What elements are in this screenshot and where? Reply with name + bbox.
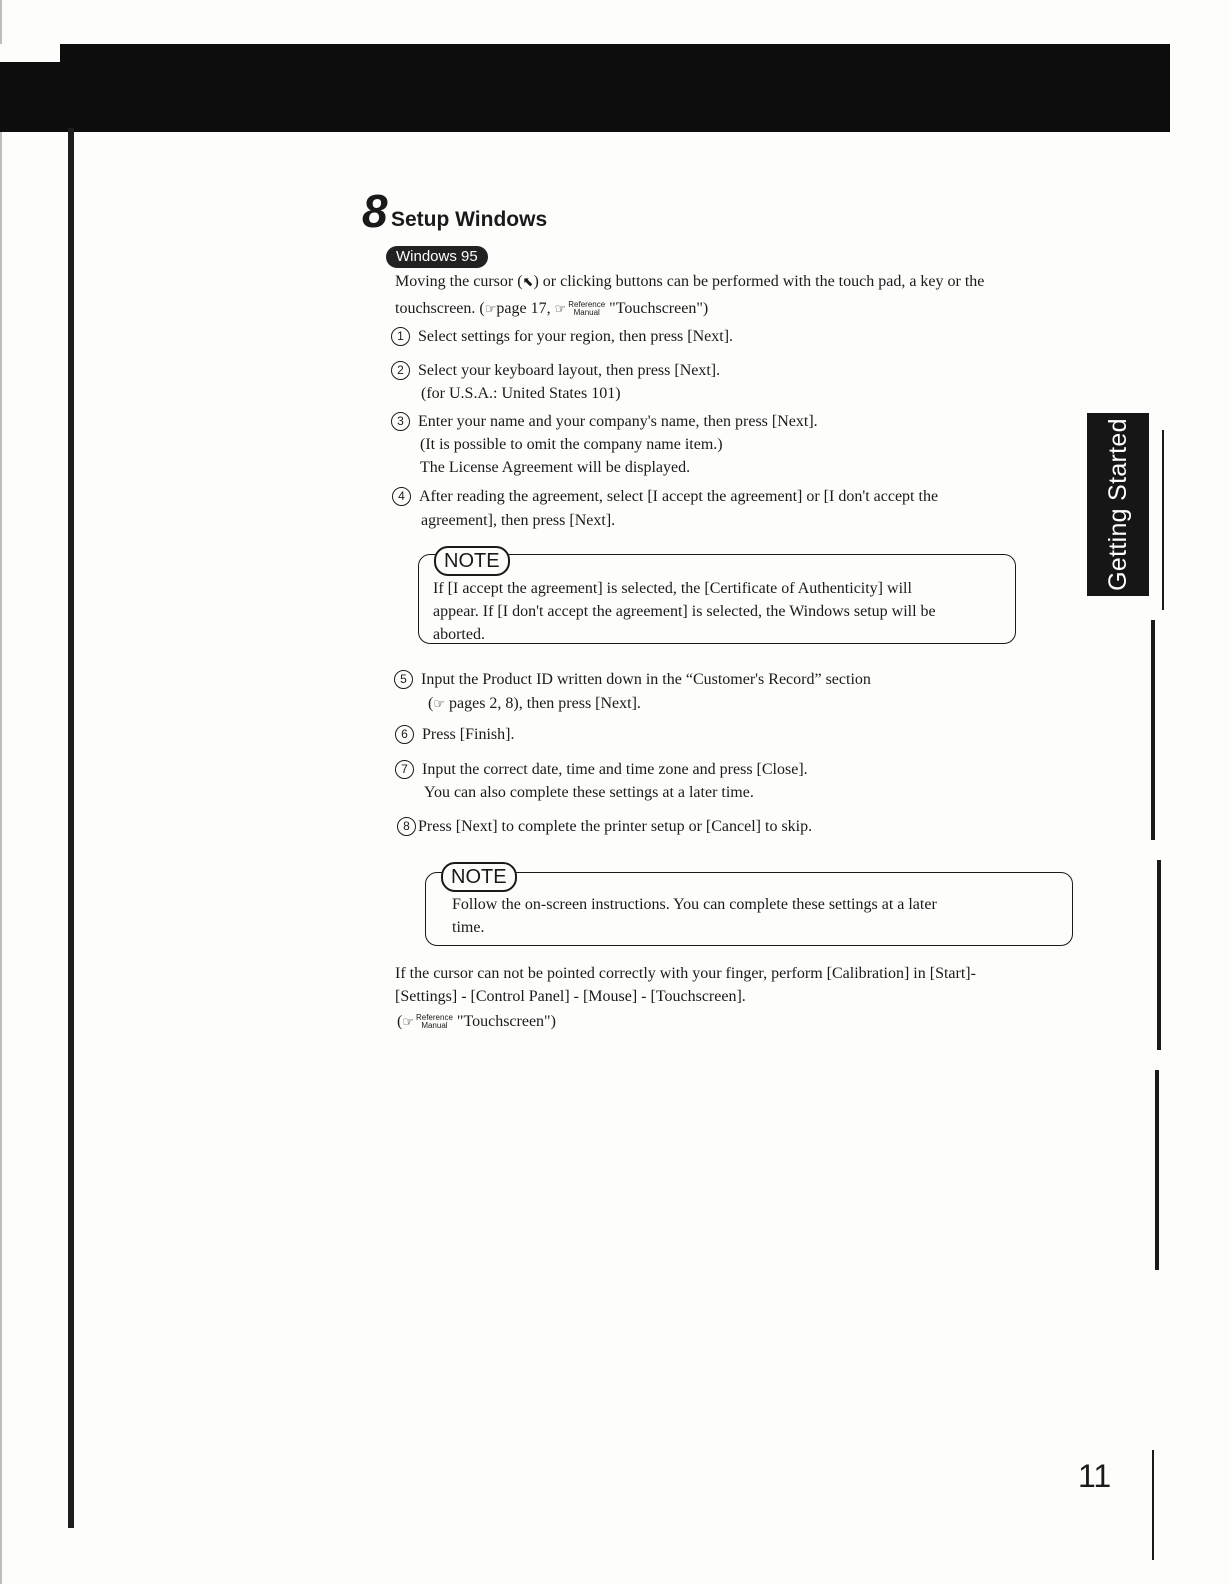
step-number: 8: [362, 185, 388, 237]
note-text: [452, 893, 937, 939]
note-line: If [I accept the agreement] is selected, the [Certificate of Authenticity] will: [433, 580, 912, 597]
footer-line: [Settings] - [Control Panel] - [Mouse] - [Touchscreen].: [395, 988, 746, 1005]
step-text: Enter your name and your company's name, then press [Next].: [418, 413, 818, 430]
step-number-circle: 6: [395, 725, 414, 744]
step-text: pages 2, 8), then press [Next].: [448, 695, 641, 712]
step-number-circle: 3: [391, 412, 410, 431]
reference-text: "Touchscreen"): [456, 1013, 556, 1030]
os-badge: Windows 95: [386, 246, 488, 268]
page-title: Setup Windows: [391, 208, 548, 231]
intro-line-2: [395, 297, 708, 321]
header-bar: [0, 44, 1170, 132]
note-label: NOTE: [434, 546, 510, 576]
footer-line: (☞ Reference Manual "Touchscreen"): [397, 1013, 556, 1031]
header-bar-notch: [0, 44, 60, 62]
step-text-line: You can also complete these settings at a later time.: [424, 784, 754, 801]
note-line: aborted.: [433, 626, 485, 643]
pointing-hand-icon: ☞: [433, 697, 445, 712]
step-number-circle: 1: [391, 327, 410, 346]
step-text-line: (for U.S.A.: United States 101): [421, 385, 621, 402]
reference-manual-mark: [416, 1014, 453, 1030]
intro-text: touchscreen. (: [395, 300, 485, 317]
note-text: [433, 577, 936, 646]
step-item: [395, 758, 808, 781]
intro-text: ) or clicking buttons can be performed with the touch pad, a key or the: [533, 273, 985, 290]
reference-manual-mark: [568, 301, 605, 317]
reference-mark-top: Reference: [415, 1013, 453, 1023]
step-item: [394, 668, 871, 691]
pointing-hand-icon: ☞: [484, 302, 497, 317]
cursor-arrow-icon: ⬉: [522, 275, 534, 290]
step-number-circle: 4: [392, 487, 411, 506]
page-edge: [0, 0, 2, 1584]
step-item: [391, 325, 733, 348]
right-margin-rule: [1151, 620, 1155, 840]
right-margin-rule: [1155, 1070, 1159, 1270]
section-tab-text: Getting Started: [1103, 418, 1132, 591]
step-item: [391, 410, 818, 433]
pointing-hand-icon: ☞: [554, 302, 567, 317]
section-tab-label: [1087, 413, 1149, 596]
step-number-circle: 8: [397, 817, 416, 836]
step-text: Input the correct date, time and time zone and press [Close].: [422, 761, 808, 778]
reference-text: "Touchscreen"): [609, 300, 709, 317]
step-item: [395, 723, 514, 746]
reference-mark-bottom: Manual: [421, 1021, 448, 1031]
step-text-line: agreement], then press [Next].: [421, 512, 616, 529]
reference-mark-bottom: Manual: [573, 308, 600, 318]
step-text: Select your keyboard layout, then press [Next].: [418, 362, 721, 379]
note-label: NOTE: [441, 862, 517, 892]
reference-mark-top: Reference: [568, 300, 606, 310]
step-text: After reading the agreement, select [I accept the agreement] or [I don't accept the: [419, 488, 939, 505]
note-line: time.: [452, 919, 485, 936]
right-margin-rule: [1157, 860, 1161, 1050]
step-number-circle: 5: [394, 670, 413, 689]
step-number-circle: 2: [391, 361, 410, 380]
step-text-line: (☞ pages 2, 8), then press [Next].: [428, 695, 641, 712]
intro-text: Moving the cursor (: [395, 273, 523, 290]
page-number: 11: [1078, 1458, 1112, 1494]
right-margin-rule: [1162, 430, 1164, 610]
footer-line: If the cursor can not be pointed correctly with your finger, perform [Calibration] in [Start]-: [395, 965, 976, 982]
intro-line-1: [395, 270, 984, 294]
step-text-line: (It is possible to omit the company name item.): [420, 436, 723, 453]
right-margin-rule: [1152, 1450, 1154, 1560]
step-item: [392, 485, 938, 508]
step-text-line: The License Agreement will be displayed.: [420, 459, 691, 476]
left-margin-rule: [68, 128, 74, 1528]
note-line: appear. If [I don't accept the agreement] is selected, the Windows setup will be: [433, 603, 936, 620]
step-text: Press [Next] to complete the printer setup or [Cancel] to skip.: [418, 818, 813, 835]
pointing-hand-icon: ☞: [402, 1015, 414, 1030]
step-text: Input the Product ID written down in the “Customer's Record” section: [421, 671, 871, 688]
step-number-circle: 7: [395, 760, 414, 779]
page-reference: page 17,: [496, 300, 551, 317]
step-text: Select settings for your region, then press [Next].: [418, 328, 734, 345]
step-text: Press [Finish].: [422, 726, 515, 743]
note-line: Follow the on-screen instructions. You can complete these settings at a later: [452, 896, 937, 913]
step-item: [397, 815, 812, 838]
step-item: [391, 359, 720, 382]
